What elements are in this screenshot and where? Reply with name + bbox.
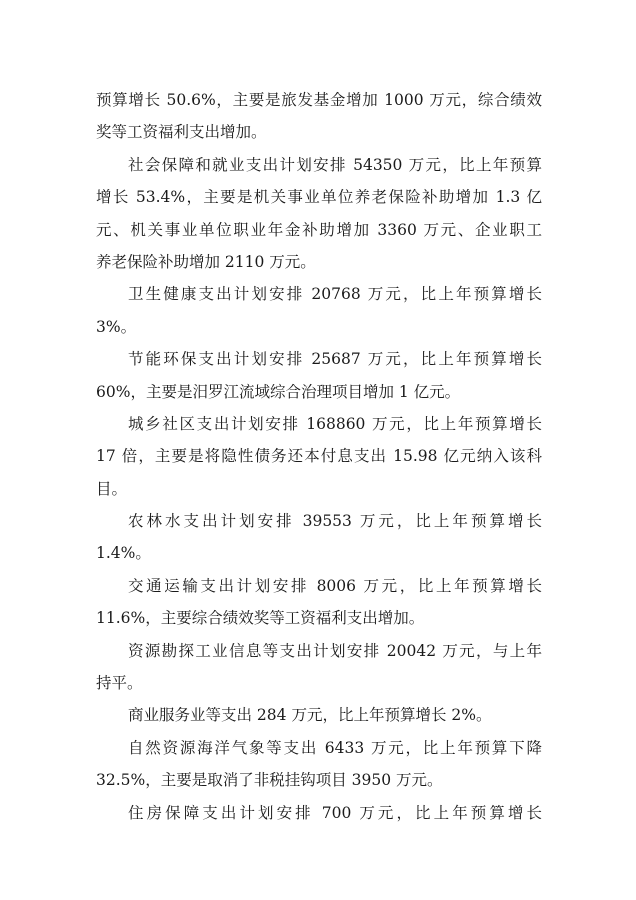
text-line: 节能环保支出计划安排 25687 万元，比上年预算增长 bbox=[128, 350, 542, 369]
text-line: 商业服务业等支出 284 万元，比上年预算增长 2%。 bbox=[128, 706, 492, 725]
text-line: 自然资源海洋气象等支出 6433 万元，比上年预算下降 bbox=[128, 738, 542, 757]
text-line: 11.6%，主要综合绩效奖等工资福利支出增加。 bbox=[96, 609, 425, 628]
text-line: 元、机关事业单位职业年金补助增加 3360 万元、企业职工 bbox=[96, 220, 542, 239]
paragraph-agriculture bbox=[96, 505, 542, 570]
text-line: 目。 bbox=[96, 479, 128, 498]
text-line: 资源勘探工业信息等支出计划安排 20042 万元，与上年 bbox=[128, 641, 542, 660]
text-line: 17 倍，主要是将隐性债务还本付息支出 15.98 亿元纳入该科 bbox=[96, 447, 542, 466]
text-line: 3%。 bbox=[96, 317, 137, 336]
text-line: 增长 53.4%，主要是机关事业单位养老保险补助增加 1.3 亿 bbox=[96, 188, 542, 207]
paragraph-transport bbox=[96, 570, 542, 635]
text-line: 社会保障和就业支出计划安排 54350 万元，比上年预算 bbox=[128, 155, 542, 174]
paragraph-commerce bbox=[96, 699, 542, 731]
text-line: 预算增长 50.6%，主要是旅发基金增加 1000 万元，综合绩效 bbox=[96, 91, 542, 109]
paragraph-health bbox=[96, 278, 542, 343]
paragraph-resources bbox=[96, 635, 542, 700]
paragraph-environment bbox=[96, 343, 542, 408]
text-line: 养老保险补助增加 2110 万元。 bbox=[96, 252, 316, 271]
text-line: 持平。 bbox=[96, 674, 143, 693]
text-line: 城乡社区支出计划安排 168860 万元，比上年预算增长 bbox=[128, 414, 542, 433]
paragraph-tourism bbox=[96, 84, 542, 149]
text-line: 60%，主要是汨罗江流域综合治理项目增加 1 亿元。 bbox=[96, 382, 461, 401]
text-line: 奖等工资福利支出增加。 bbox=[96, 123, 267, 142]
paragraph-urban-rural bbox=[96, 408, 542, 505]
text-line: 交通运输支出计划安排 8006 万元，比上年预算增长 bbox=[128, 576, 542, 595]
paragraph-social-security bbox=[96, 149, 542, 279]
text-line: 卫生健康支出计划安排 20768 万元，比上年预算增长 bbox=[128, 285, 542, 304]
body-text bbox=[96, 84, 542, 829]
text-line: 1.4%。 bbox=[96, 544, 151, 563]
paragraph-housing bbox=[96, 797, 542, 829]
text-line: 32.5%，主要是取消了非税挂钩项目 3950 万元。 bbox=[96, 771, 443, 790]
text-line: 农林水支出计划安排 39553 万元，比上年预算增长 bbox=[128, 512, 542, 531]
paragraph-natural-resources bbox=[96, 732, 542, 797]
text-line: 住房保障支出计划安排 700 万元，比上年预算增长 bbox=[128, 803, 542, 822]
